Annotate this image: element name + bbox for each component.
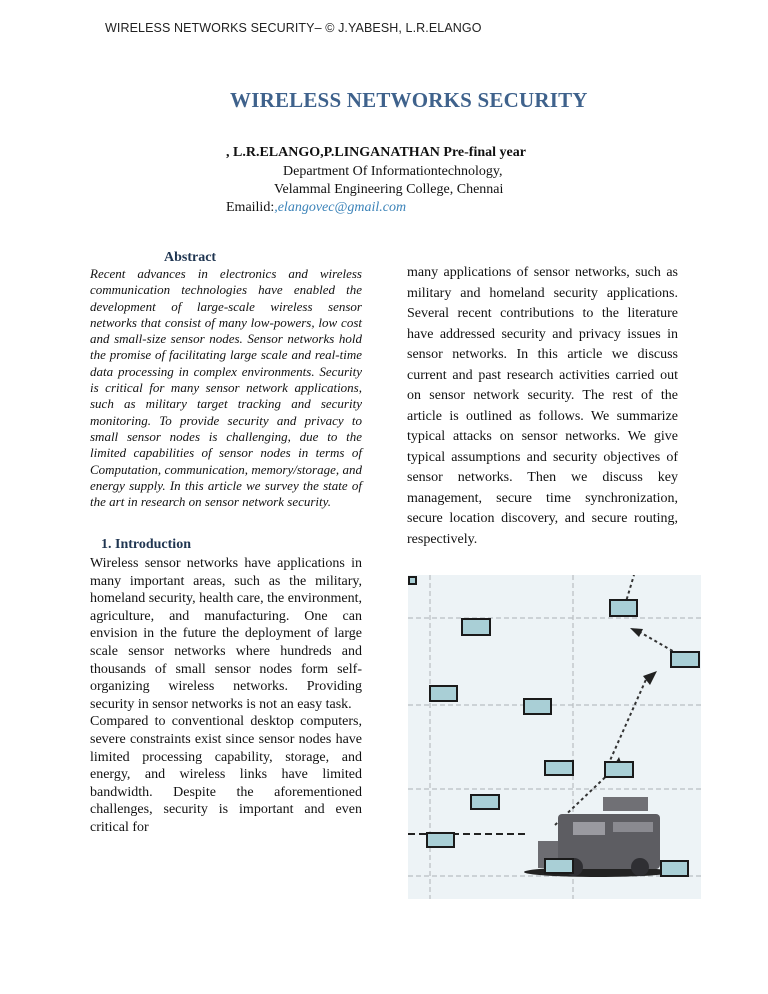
arrow-heads bbox=[611, 628, 657, 770]
paper-title: WIRELESS NETWORKS SECURITY bbox=[230, 88, 588, 112]
abstract-body: Recent advances in electronics and wireless communication technologies have enabled the development of large-scale wireless sensor networks that consist of many low-powers, low cost and small-size sensor nodes. Sensor networks hold the promise of facilitating large scale and real-time data processing in complex environments. Security is critical for many sensor network applications, such as military target tracking and security monitoring. To provide security and privacy to small sensor nodes is challenging, due to the limited capabilities of sensor nodes in terms of Computation, communication, memory/storage, and energy supply. In this article we survey the state of the art in research on sensor network security. bbox=[90, 266, 362, 510]
running-header: WIRELESS NETWORKS SECURITY– © J.YABESH, L.R.ELANGO bbox=[105, 21, 482, 35]
introduction-paragraph: Wireless sensor networks have applications in many important areas, such as the military, homeland security, health care, the environment, agriculture, and manufacturing. One can envision in the future the deployment of large scale sensor networks where hundreds and thousands of small sensor nodes form self-organizing wireless networks. Providing security in sensor networks is not an easy task. bbox=[90, 556, 362, 712]
email-link[interactable]: ,elangovec@gmail.com bbox=[274, 200, 407, 215]
college: Velammal Engineering College, Chennai bbox=[274, 182, 504, 197]
introduction-heading: 1. Introduction bbox=[101, 537, 191, 552]
department: Department Of Informationtechnology, bbox=[283, 164, 503, 179]
introduction-paragraph: Compared to conventional desktop computers, severe constraints exist since sensor nodes have limited processing capability, storage, and energy, and wireless links have limited bandwidth. Despite the aforementioned challenges, security is important and even critical for bbox=[90, 714, 362, 835]
email-label: Emailid: bbox=[226, 200, 275, 215]
email-line bbox=[226, 200, 406, 216]
sensor-network-figure bbox=[408, 575, 701, 899]
authors: , L.R.ELANGO,P.LINGANATHAN Pre-final year bbox=[226, 145, 526, 160]
abstract-heading: Abstract bbox=[164, 250, 217, 265]
introduction-body bbox=[90, 555, 362, 837]
right-column-body: many applications of sensor networks, such as military and homeland security applications. Several recent contributions to the literature have addressed security and privacy issues in sensor networks. In this article we discuss current and past research activities carried out on sensor network security. The rest of the article is outlined as follows. We summarize typical attacks on sensor networks. We give typical assumptions and security objectives of sensor networks. Then we discuss key management, secure time synchronization, secure location discovery, and secure routing, respectively. bbox=[407, 265, 678, 547]
